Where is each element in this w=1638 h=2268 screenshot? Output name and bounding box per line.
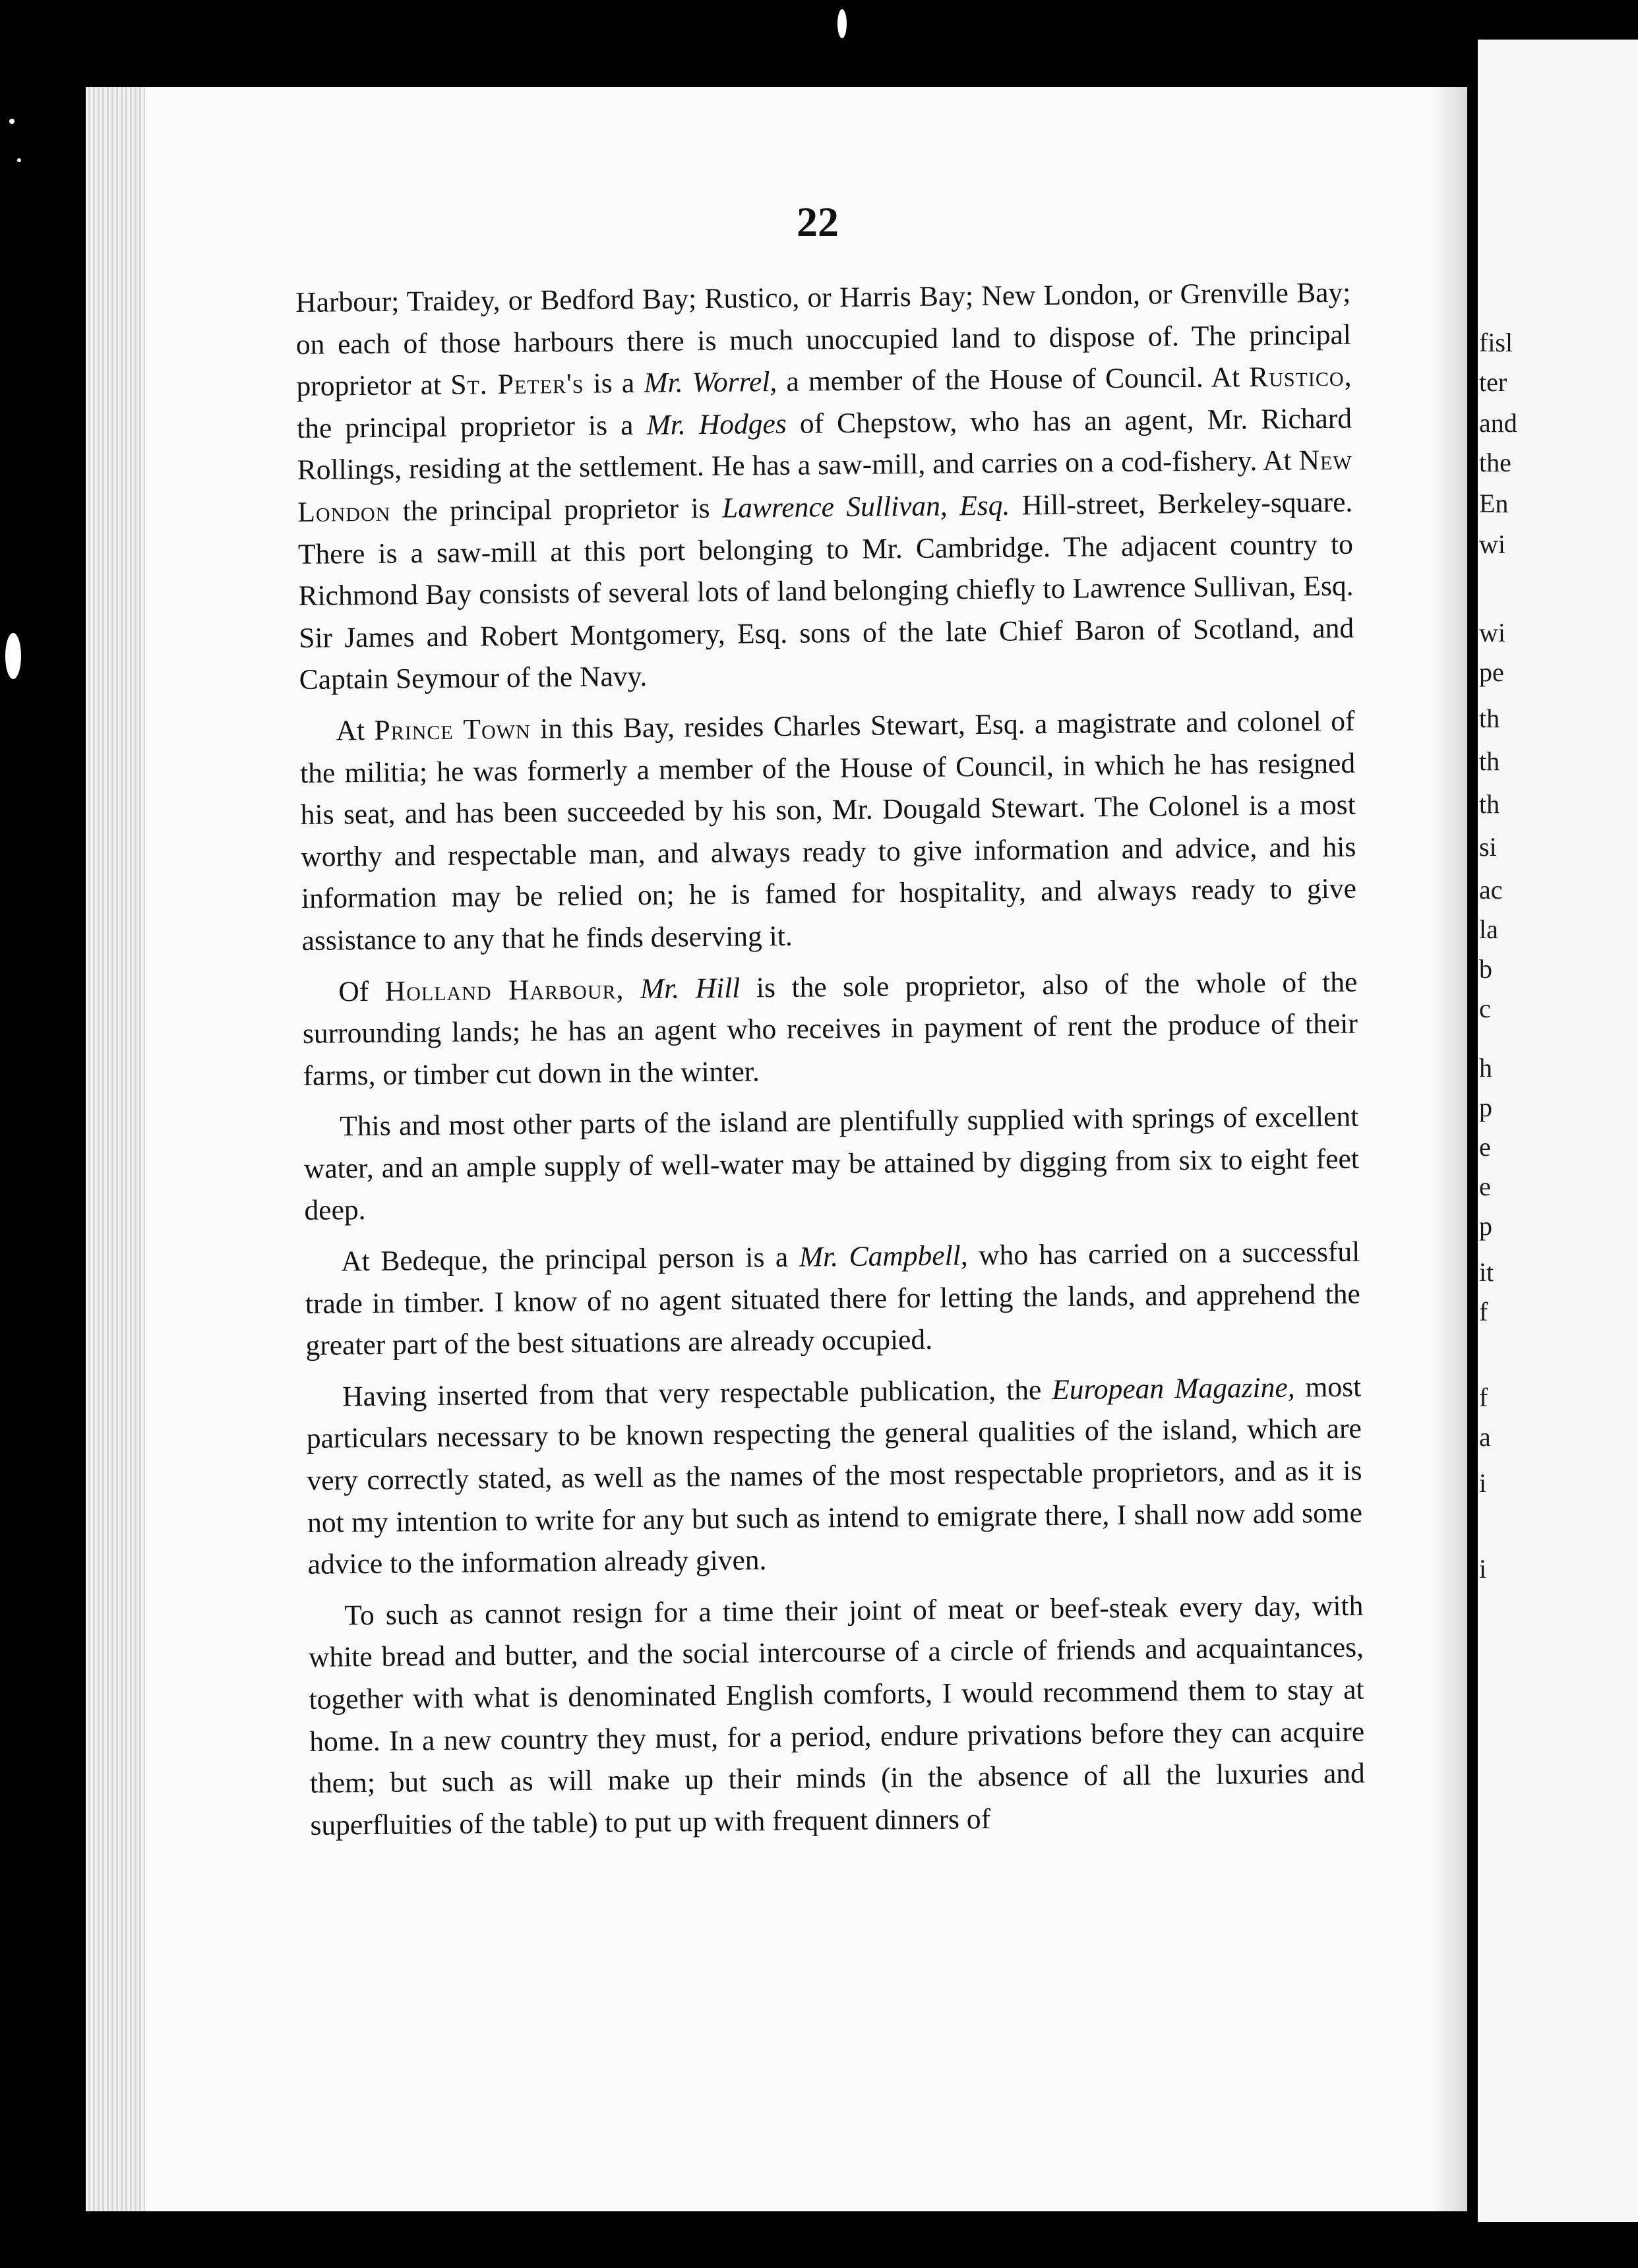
text-run: Hill-street, Berkeley-square. There is a saw-mill at this port belonging to Mr. Cambridge. The adjacent country to Richmond Bay consists of several lots of land belonging chiefly to Lawrence Sullivan, Esq. Sir James and Robert Montgomery, Esq. sons of the late Chief Baron of Scotland, and Captain Seymour of the Navy. (297, 486, 1354, 696)
facing-page-text-fragment: pe (1479, 657, 1504, 687)
italic-text: Mr. Hodges (646, 407, 787, 441)
text-run: Of (338, 975, 386, 1007)
text-run: is a (584, 367, 644, 400)
italic-text: Mr. Worrel, (644, 366, 777, 400)
paragraph (302, 961, 1358, 1097)
paragraph (305, 1232, 1361, 1367)
facing-page-text-fragment: the (1479, 448, 1511, 477)
facing-page-text-fragment: ter (1479, 367, 1507, 397)
scan-speck (5, 633, 21, 679)
facing-page-text-fragment: f (1479, 1297, 1488, 1327)
facing-page-text-fragment: it (1479, 1257, 1494, 1287)
facing-page-text-fragment: fisl (1479, 328, 1513, 357)
small-caps-text: St. Peter's (450, 367, 584, 401)
facing-page-text-fragment: wi (1479, 618, 1505, 647)
text-run (624, 973, 640, 1005)
page-spine-shadow (1431, 87, 1467, 2211)
text-run: a member of the House of Council. At (777, 361, 1250, 398)
facing-page-text-fragment: f (1479, 1383, 1488, 1412)
scan-speck (17, 158, 21, 162)
text-run: most particulars necessary to be known respecting the general qualities of the island, which are very correctly stated, as well as the names of the most respectable proprietors, and as it is not my intention to write for any but such as intend to emigrate there, I shall now add some advice to the information already given. (306, 1371, 1363, 1581)
small-caps-text: New London (297, 444, 1352, 528)
paragraph (308, 1585, 1366, 1847)
small-caps-text: Holland Harbour, (384, 972, 624, 1007)
text-run: At Bedeque, the principal person is a (341, 1241, 800, 1278)
facing-page-text-fragment: En (1479, 489, 1509, 518)
facing-page-text-fragment: and (1479, 408, 1517, 438)
scan-speck (837, 9, 847, 38)
facing-page-text-fragment: th (1479, 703, 1500, 733)
italic-text: Mr. Hill (640, 972, 741, 1005)
facing-page-text-fragment: e (1479, 1172, 1491, 1201)
text-run: in this Bay, resides Charles Stewart, Esq. a magistrate and colonel of the militia; he was formerly a member of the House of Council, in which he has resigned his seat, and has been succeeded by his son, Mr. Dougald Stewart. The Colonel is a most worthy and respectable man, and always ready to give information and advice, and his information may be relied on; he is famed for hospitality, and always ready to give assistance to any that he finds deserving it. (299, 705, 1357, 957)
facing-page-text-fragment: b (1479, 954, 1492, 984)
text-run: To such as cannot resign for a time their joint of meat or beef-steak every day, with white bread and butter, and the social intercourse of a circle of friends and acquaintances, together with what is denominated English comforts, I would recommend them to stay at home. In a new country they must, for a period, endure privations before they can acquire them; but such as will make up their minds (in the absence of all the luxuries and superfluities of the table) to put up with frequent dinners of (308, 1590, 1366, 1841)
text-run: , the principal proprietor is a (296, 360, 1352, 444)
text-run: the principal proprietor is (390, 492, 723, 527)
facing-page-text-fragment: h (1479, 1053, 1492, 1083)
paragraph (306, 1366, 1363, 1586)
facing-page-text-fragment: a (1479, 1422, 1491, 1452)
paragraph (299, 701, 1357, 963)
italic-text: Lawrence Sullivan, Esq. (721, 489, 1010, 524)
facing-page-text-fragment: p (1479, 1211, 1492, 1241)
facing-page-text-fragment: i (1479, 1554, 1487, 1584)
facing-page-text-fragment: si (1479, 832, 1497, 862)
page-number: 22 (797, 198, 839, 245)
text-run: This and most other parts of the island are plentifully supplied with springs of excellent water, and an ample supply of well-water may be attained by digging from six to eight feet deep. (303, 1100, 1360, 1227)
facing-page-text-fragment: wi (1479, 529, 1505, 559)
scan-speck (9, 119, 15, 124)
paragraph (303, 1096, 1360, 1232)
facing-page-text-fragment: ac (1479, 875, 1503, 905)
facing-page-text-fragment: i (1479, 1468, 1487, 1498)
text-run: of Chepstow, who has an agent, Mr. Richard Rollings, residing at the settlement. He has a saw-mill, and carries on a cod-fishery. At (297, 402, 1352, 487)
italic-text: European Magazine, (1051, 1371, 1295, 1406)
text-run: Having inserted from that very respectable publication, the (342, 1373, 1052, 1413)
book-gutter (1467, 40, 1478, 2222)
facing-page-text-fragment: la (1479, 914, 1498, 944)
facing-page-text-fragment: p (1479, 1092, 1492, 1122)
page-body-text (295, 272, 1366, 1857)
facing-page-text-fragment: e (1479, 1132, 1491, 1162)
italic-text: Mr. Campbell, (799, 1239, 968, 1273)
text-run: is the sole proprietor, also of the whole of the surrounding lands; he has an agent who receives in payment of rent the produce of their farms, or timber cut down in the winter. (302, 966, 1358, 1092)
small-caps-text: Prince Town (374, 713, 531, 746)
facing-page-text-fragment: c (1479, 994, 1491, 1023)
text-run: who has carried on a successful trade in timber. I know of no agent situated there for letting the lands, and apprehend the greater part of the best situations are already occupied. (305, 1236, 1361, 1362)
facing-page-text-fragment: th (1479, 789, 1500, 819)
small-caps-text: Rustico (1248, 360, 1345, 394)
text-run: Harbour; Traidey, or Bedford Bay; Rustico, or Harris Bay; New London, or Grenville Bay; on each of those harbours there is much unoccupied land to dispose of. The principal proprietor at (295, 276, 1352, 403)
text-run: At (336, 714, 375, 747)
paragraph (295, 272, 1354, 701)
page-edge-shading (86, 87, 145, 2211)
facing-page (1478, 40, 1638, 2222)
facing-page-text-fragment: th (1479, 746, 1500, 776)
